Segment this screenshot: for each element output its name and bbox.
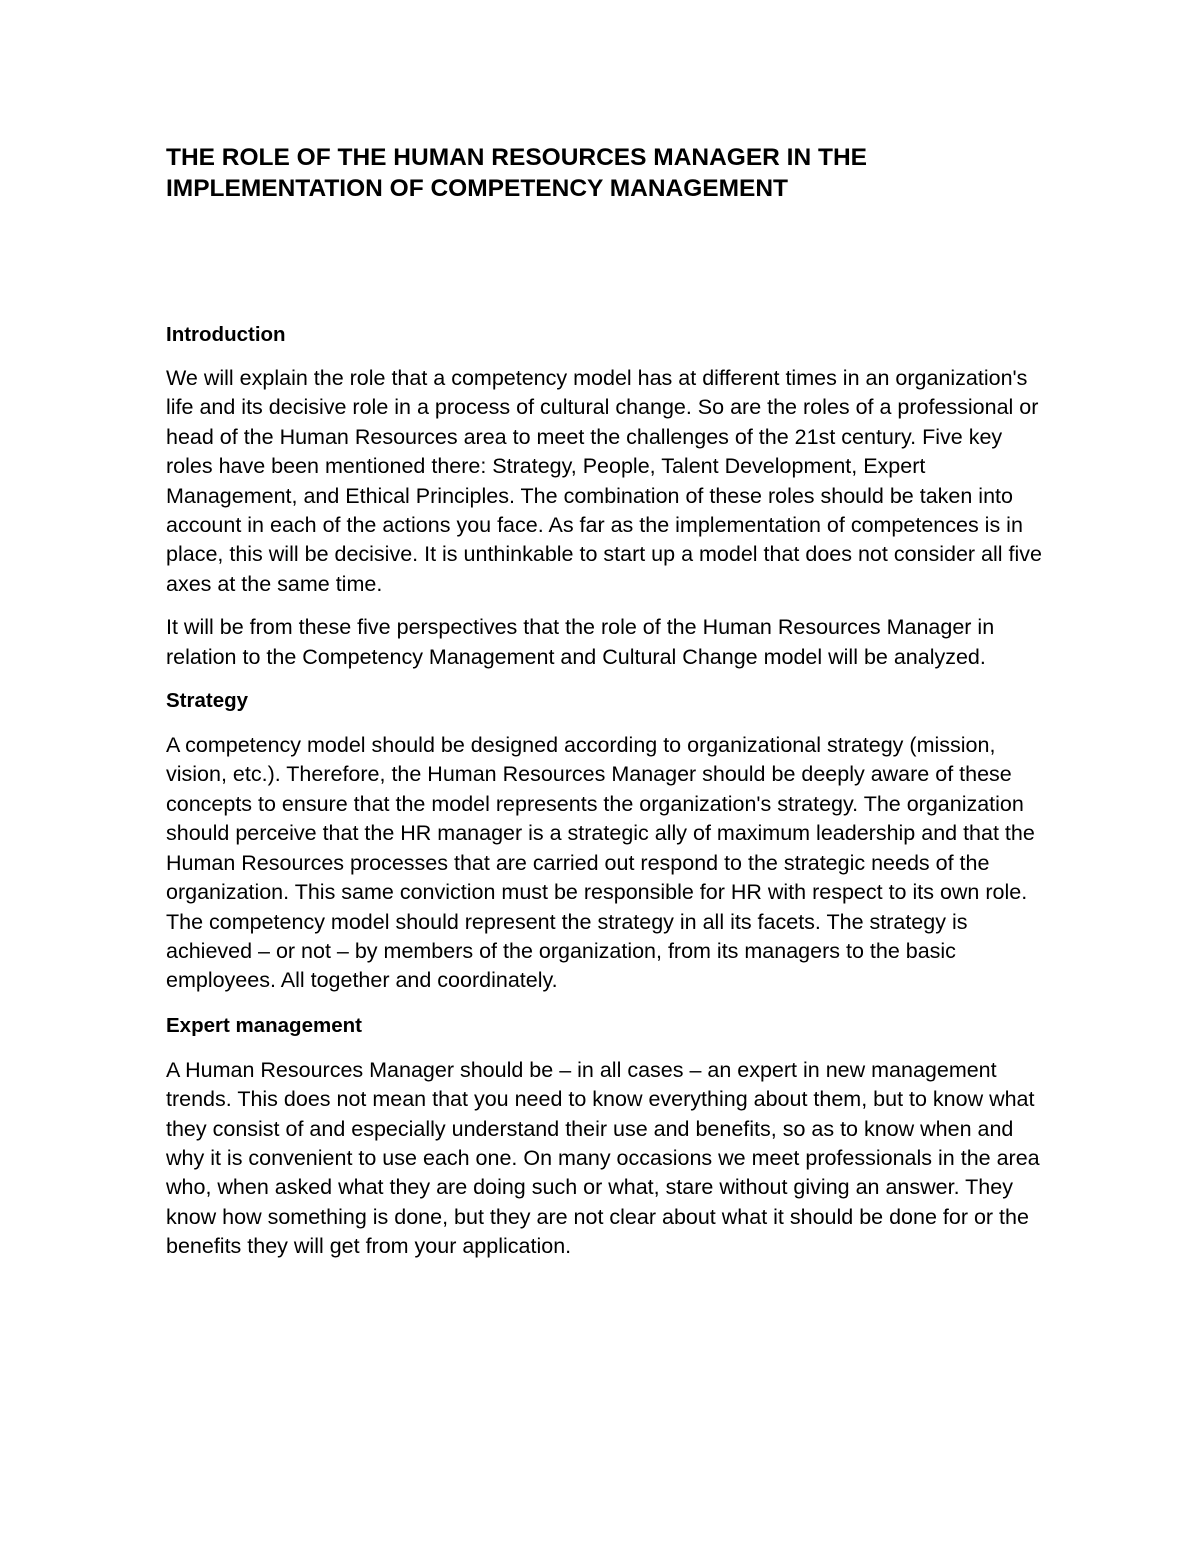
strategy-paragraph: A competency model should be designed according to organizational strategy (mission, vision, etc.). Therefore, the Human Resources Manager should be deeply aware of these concepts to ensure that the model represents the organization's strategy. The organization should perceive that the HR manager is a strategic ally of maximum leadership and that the Human Resources processes that are carried out respond to the strategic needs of the organization. This same conviction must be responsible for HR with respect to its own role. The competency model should represent the strategy in all its facets. The strategy is achieved – or not – by members of the organization, from its managers to the basic employees. All together and coordinately. — [166, 733, 1035, 993]
expert-management-paragraph: A Human Resources Manager should be – in all cases – an expert in new management trends. This does not mean that you need to know everything about them, but to know what they consist of and especially understand their use and benefits, so as to know when and why it is convenient to use each one. On many occasions we meet professionals in the area who, when asked what they are doing such or what, stare without giving an answer. They know how something is done, but they are not clear about what it should be done for or the benefits they will get from your application. — [166, 1057, 1040, 1259]
document-page — [166, 140, 1046, 1262]
section-heading-introduction: Introduction — [166, 323, 286, 346]
introduction-paragraph-2: It will be from these five perspectives that the role of the Human Resources Manager in relation to the Competency Management and Cultural Change model will be analyzed. — [166, 615, 995, 669]
document-title: THE ROLE OF THE HUMAN RESOURCES MANAGER IN THE IMPLEMENTATION OF COMPETENCY MANAGEMENT — [166, 144, 867, 202]
section-heading-strategy: Strategy — [166, 689, 249, 713]
introduction-paragraph-1: We will explain the role that a competency model has at different times in an organization's life and its decisive role in a process of cultural change. So are the roles of a professional or head of the Human Resources area to meet the challenges of the 21st century. Five key roles have been mentioned there: Strategy, People, Talent Development, Expert Management, and Ethical Principles. The combination of these roles should be taken into account in each of the actions you face. As far as the implementation of competences is in place, this will be decisive. It is unthinkable to start up a model that does not consider all five axes at the same time. — [166, 366, 1042, 596]
section-heading-expert-management: Expert management — [166, 1013, 362, 1037]
